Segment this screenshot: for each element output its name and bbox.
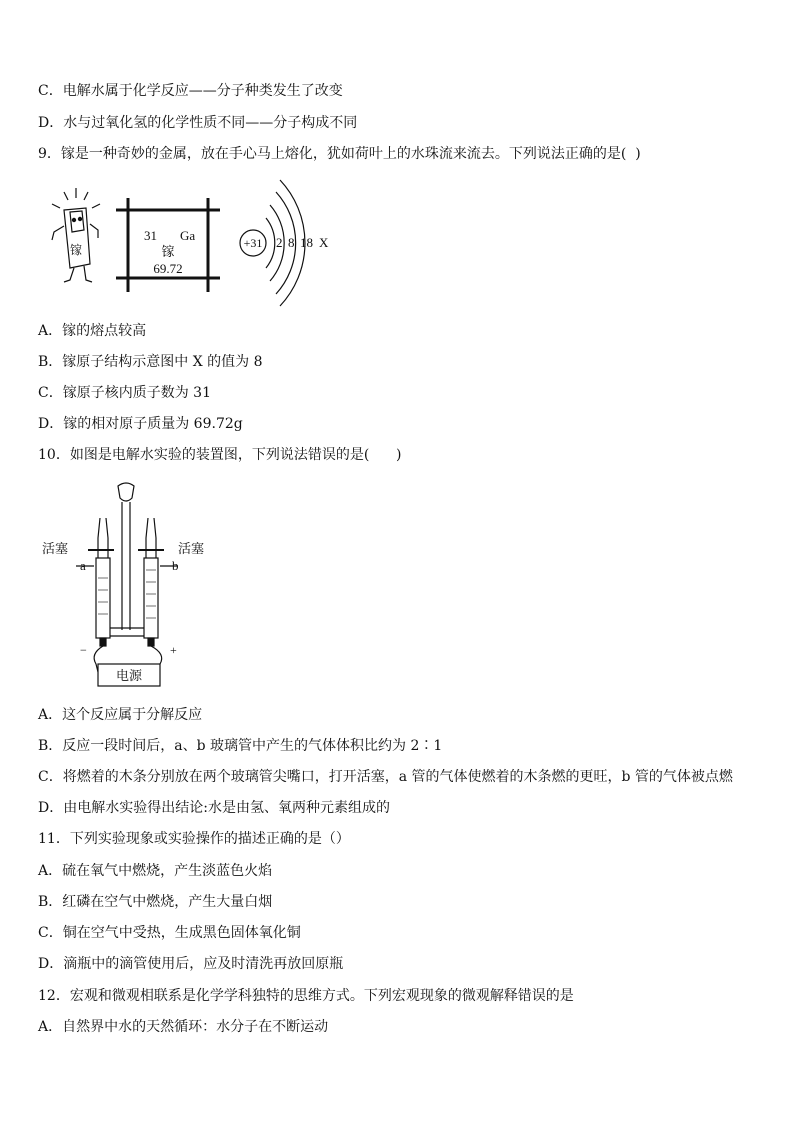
q11-option-c: C．铜在空气中受热，生成黑色固体氧化铜 [38,925,301,941]
q8-option-d: D．水与过氧化氢的化学性质不同——分子构成不同 [38,115,358,131]
tube-b-label: b [172,558,179,573]
q11-option-d: D．滴瓶中的滴管使用后，应及时清洗再放回原瓶 [38,956,344,972]
q9-option-d: D．镓的相对原子质量为 69.72g [38,416,243,432]
q8-option-c: C．电解水属于化学反应——分子种类发生了改变 [38,83,343,99]
q9-option-b: B．镓原子结构示意图中 X 的值为 8 [38,354,263,370]
q11-stem: 11．下列实验现象或实验操作的描述正确的是（） [38,831,350,847]
q10-option-a: A．这个反应属于分解反应 [38,707,203,723]
tube-b-tip [146,518,148,558]
q10-option-c: C．将燃着的木条分别放在两个玻璃管尖嘴口，打开活塞，a 管的气体使燃着的木条燃的更旺，b 管的气体被点燃 [38,769,733,785]
positive-terminal: + [170,643,177,657]
q9-option-c: C．镓原子核内质子数为 31 [38,385,211,401]
q12-option-a: A．自然界中水的天然循环：水分子在不断运动 [38,1019,329,1035]
shell-4-count: X [319,235,329,250]
shell-1-count: 2 [276,235,283,250]
shell-3-count: 18 [300,235,313,250]
atomic-mass: 69.72 [153,261,183,276]
gallium-figure [40,180,380,310]
character-label: 镓 [69,243,83,257]
element-symbol: Ga [180,228,196,243]
reservoir-bulb [118,483,134,501]
electrolysis-apparatus [38,478,238,693]
stopcock-label-right: 活塞 [178,541,205,556]
shell-2-count: 8 [288,235,295,250]
q10-option-d: D．由电解水实验得出结论:水是由氢、氧两种元素组成的 [38,800,390,816]
nucleus-charge: +31 [243,236,263,250]
q10-option-b: B．反应一段时间后，a、b 玻璃管中产生的气体体积比约为 2∶1 [38,738,443,754]
tube-a-tip [98,518,100,558]
tube-a-label: a [80,558,86,573]
q9-stem: 9．镓是一种奇妙的金属，放在手心马上熔化，犹如荷叶上的水珠流来流去。下列说法正确的是( ) [38,146,641,162]
element-name: 镓 [161,244,175,259]
q11-option-b: B．红磷在空气中燃烧，产生大量白烟 [38,894,273,910]
stopcock-label-left: 活塞 [42,541,69,556]
tube-a [96,558,110,638]
power-supply-label: 电源 [115,668,143,683]
negative-terminal: − [80,643,87,657]
q10-stem: 10．如图是电解水实验的装置图，下列说法错误的是( ) [38,447,402,463]
q11-option-a: A．硫在氧气中燃烧，产生淡蓝色火焰 [38,863,273,879]
cartoon-character-icon [52,188,100,282]
q9-option-a: A．镓的熔点较高 [38,323,147,339]
q12-stem: 12．宏观和微观相联系是化学学科独特的思维方式。下列宏观现象的微观解释错误的是 [38,988,574,1004]
atomic-number: 31 [144,228,157,243]
